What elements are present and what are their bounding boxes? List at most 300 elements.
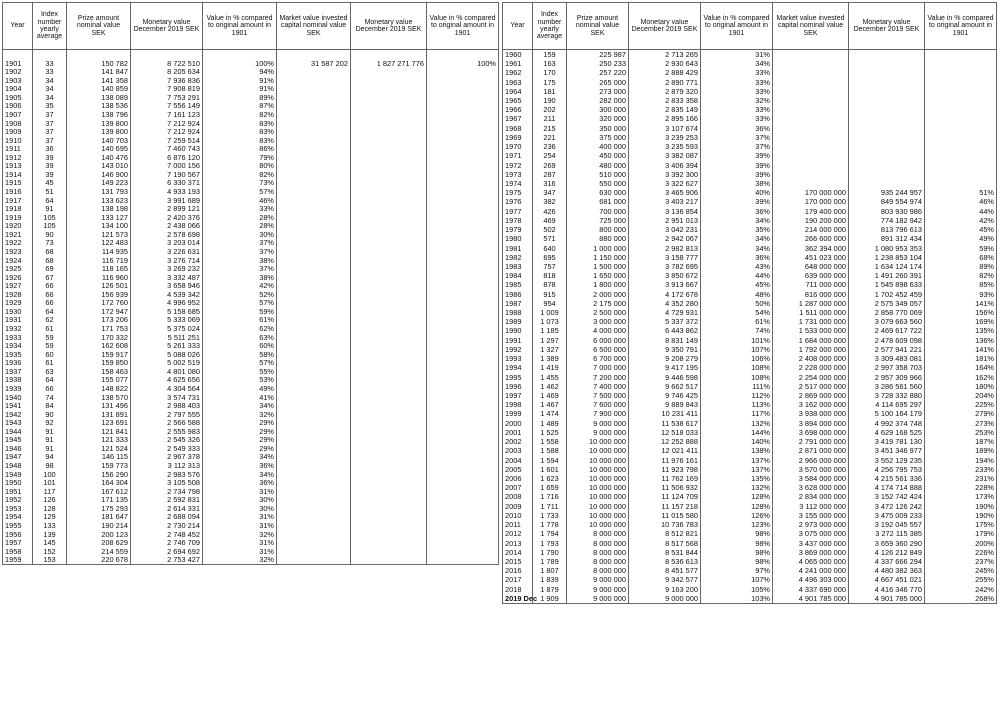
table-cell: 140 476: [67, 153, 131, 162]
table-cell: 816 000 000: [773, 290, 849, 299]
table-cell: [277, 479, 351, 488]
table-cell: 59: [33, 333, 67, 342]
table-cell: 34%: [701, 234, 773, 243]
empty-cell: [3, 50, 33, 60]
table-cell: 194%: [925, 456, 997, 465]
table-cell: 3 112 313: [131, 461, 203, 470]
table-cell: [351, 205, 427, 214]
table-cell: 164%: [925, 363, 997, 372]
table-cell: 891 312 434: [849, 234, 925, 243]
table-cell: [351, 247, 427, 256]
table-cell: 10 000 000: [567, 511, 629, 520]
table-cell: 146 115: [67, 453, 131, 462]
table-cell: [427, 410, 499, 419]
table-cell: 1976: [503, 198, 533, 207]
table-cell: 1940: [3, 393, 33, 402]
table-cell: 1901: [3, 59, 33, 68]
table-cell: 1910: [3, 136, 33, 145]
table-cell: 11 506 932: [629, 483, 701, 492]
table-cell: 68: [33, 256, 67, 265]
table-cell: 101: [33, 479, 67, 488]
table-cell: 39: [33, 153, 67, 162]
table-cell: 138 198: [67, 205, 131, 214]
table-cell: 66: [33, 299, 67, 308]
table-cell: [351, 436, 427, 445]
table-cell: 1927: [3, 282, 33, 291]
table-cell: [773, 96, 849, 105]
table-cell: 57%: [203, 299, 277, 308]
table-cell: 60%: [203, 342, 277, 351]
table-cell: 103%: [701, 594, 773, 604]
column-header: Monetary value December 2019 SEK: [131, 3, 203, 50]
table-cell: 32%: [203, 556, 277, 565]
table-cell: 1979: [503, 225, 533, 234]
table-cell: 82%: [925, 271, 997, 280]
table-cell: 61: [33, 359, 67, 368]
table-cell: 131 793: [67, 187, 131, 196]
table-cell: [277, 170, 351, 179]
table-cell: [427, 453, 499, 462]
table-cell: 83%: [203, 128, 277, 137]
table-cell: [277, 213, 351, 222]
table-cell: 2008: [503, 493, 533, 502]
table-cell: 89%: [203, 93, 277, 102]
table-cell: 1 462: [533, 382, 567, 391]
table-row: [503, 437, 997, 446]
table-cell: 7 212 924: [131, 119, 203, 128]
table-cell: 190 214: [67, 521, 131, 530]
table-cell: 39%: [701, 151, 773, 160]
table-cell: 156%: [925, 308, 997, 317]
table-cell: 231%: [925, 474, 997, 483]
table-cell: [277, 461, 351, 470]
table-cell: [427, 265, 499, 274]
table-cell: [277, 530, 351, 539]
table-row: [503, 400, 997, 409]
table-cell: 1984: [503, 271, 533, 280]
table-cell: 141%: [925, 299, 997, 308]
table-row: [503, 96, 997, 105]
table-row: [3, 461, 499, 470]
table-cell: [925, 124, 997, 133]
table-cell: 1 634 124 174: [849, 262, 925, 271]
table-cell: 141%: [925, 345, 997, 354]
table-cell: 93%: [925, 290, 997, 299]
table-cell: 3 155 000 000: [773, 511, 849, 520]
table-1960-2019: [502, 2, 997, 604]
table-cell: [351, 376, 427, 385]
table-cell: [277, 119, 351, 128]
table-cell: 173%: [925, 493, 997, 502]
table-cell: 1 800 000: [567, 280, 629, 289]
column-header: Year: [503, 3, 533, 50]
table-cell: 2004: [503, 456, 533, 465]
table-cell: 4 901 785 000: [773, 594, 849, 604]
table-cell: 162%: [925, 373, 997, 382]
table-cell: [277, 307, 351, 316]
table-cell: 1954: [3, 513, 33, 522]
table-cell: 171 135: [67, 496, 131, 505]
table-cell: 1951: [3, 487, 33, 496]
table-cell: 2 833 358: [629, 96, 701, 105]
table-cell: 80%: [203, 162, 277, 171]
table-cell: 279%: [925, 410, 997, 419]
table-cell: 42%: [925, 216, 997, 225]
table-cell: 33%: [701, 78, 773, 87]
table-cell: 9 000 000: [567, 585, 629, 594]
table-cell: [427, 384, 499, 393]
table-cell: 774 182 942: [849, 216, 925, 225]
table-cell: 225%: [925, 400, 997, 409]
table-cell: [277, 556, 351, 565]
table-cell: 159: [533, 50, 567, 60]
table-cell: 3 226 631: [131, 247, 203, 256]
table-cell: 800 000: [567, 225, 629, 234]
table-cell: [351, 256, 427, 265]
table-cell: 98%: [701, 548, 773, 557]
table-cell: 87%: [203, 102, 277, 111]
table-cell: 7 259 514: [131, 136, 203, 145]
table-cell: 2014: [503, 548, 533, 557]
table-cell: 62: [33, 316, 67, 325]
table-cell: 140 695: [67, 145, 131, 154]
table-cell: 12 252 888: [629, 437, 701, 446]
table-cell: 228%: [925, 483, 997, 492]
table-cell: 5 375 024: [131, 324, 203, 333]
table-row: [3, 299, 499, 308]
table-cell: 38%: [203, 273, 277, 282]
column-header: Monetary value December 2019 SEK: [351, 3, 427, 50]
table-cell: 2 713 265: [629, 50, 701, 60]
table-cell: 4 337 690 000: [773, 585, 849, 594]
table-cell: 2 942 067: [629, 234, 701, 243]
table-cell: 9 417 195: [629, 363, 701, 372]
table-row: [503, 225, 997, 234]
table-cell: 1 469: [533, 391, 567, 400]
table-cell: 480 000: [567, 161, 629, 170]
table-cell: 33%: [701, 105, 773, 114]
table-cell: 4 667 451 021: [849, 575, 925, 584]
table-cell: 49%: [925, 234, 997, 243]
table-cell: 33: [33, 68, 67, 77]
table-row: [503, 391, 997, 400]
table-cell: 7 000 156: [131, 162, 203, 171]
table-cell: 2005: [503, 465, 533, 474]
table-cell: 140 859: [67, 85, 131, 94]
table-cell: 36%: [701, 253, 773, 262]
table-cell: 878: [533, 280, 567, 289]
table-cell: 3 286 561 560: [849, 382, 925, 391]
column-header: Value in % compared to original amount in 1901: [701, 3, 773, 50]
table-cell: 502: [533, 225, 567, 234]
table-cell: 5 002 519: [131, 359, 203, 368]
table-cell: [351, 196, 427, 205]
table-cell: 41%: [203, 393, 277, 402]
table-cell: [351, 282, 427, 291]
table-cell: 11 538 617: [629, 419, 701, 428]
table-row: [3, 427, 499, 436]
table-cell: 3 475 009 233: [849, 511, 925, 520]
table-row: [503, 151, 997, 160]
table-cell: 1 511 000 000: [773, 308, 849, 317]
table-cell: 138 796: [67, 110, 131, 119]
table-row: [503, 317, 997, 326]
column-header: Monetary value December 2019 SEK: [629, 3, 701, 50]
table-cell: 10 000 000: [567, 483, 629, 492]
table-cell: [427, 282, 499, 291]
table-cell: 255%: [925, 575, 997, 584]
table-cell: [427, 247, 499, 256]
column-header: Index number yearly average: [33, 3, 67, 50]
table-cell: 1960: [503, 50, 533, 60]
table-row: [503, 336, 997, 345]
table-row: [3, 59, 499, 68]
table-cell: 31%: [203, 513, 277, 522]
table-cell: 170 000 000: [773, 198, 849, 207]
table-cell: [925, 78, 997, 87]
table-cell: 34%: [203, 453, 277, 462]
table-cell: 3 403 217: [629, 198, 701, 207]
table-row: [503, 419, 997, 428]
table-cell: 39%: [701, 170, 773, 179]
table-row: [3, 273, 499, 282]
table-cell: [351, 470, 427, 479]
table-cell: [351, 444, 427, 453]
table-cell: [849, 96, 925, 105]
table-cell: 3 322 627: [629, 179, 701, 188]
table-cell: 39%: [701, 161, 773, 170]
table-cell: 1 455: [533, 373, 567, 382]
table-cell: 1931: [3, 316, 33, 325]
table-cell: 64: [33, 307, 67, 316]
table-cell: [277, 342, 351, 351]
table-cell: [277, 239, 351, 248]
table-cell: 300 000: [567, 105, 629, 114]
table-cell: 6 500 000: [567, 345, 629, 354]
table-cell: 273 000: [567, 87, 629, 96]
table-cell: 818: [533, 271, 567, 280]
table-cell: 37%: [203, 247, 277, 256]
table-cell: 36%: [203, 461, 277, 470]
table-cell: 136%: [925, 336, 997, 345]
table-row: [3, 453, 499, 462]
table-cell: [351, 359, 427, 368]
table-cell: 2 982 813: [629, 244, 701, 253]
table-cell: 114 935: [67, 247, 131, 256]
table-cell: 4 352 280: [629, 299, 701, 308]
table-row: [503, 50, 997, 60]
table-cell: [773, 50, 849, 60]
table-cell: [773, 87, 849, 96]
table-cell: [277, 256, 351, 265]
table-cell: 2 555 983: [131, 427, 203, 436]
table-cell: 400 000: [567, 142, 629, 151]
table-cell: 695: [533, 253, 567, 262]
table-cell: 132%: [701, 483, 773, 492]
table-cell: 1 238 853 104: [849, 253, 925, 262]
table-row: [3, 110, 499, 119]
table-row: [503, 188, 997, 197]
table-cell: 3 574 731: [131, 393, 203, 402]
table-cell: [427, 187, 499, 196]
table-row: [503, 465, 997, 474]
table-cell: [351, 410, 427, 419]
table-cell: 137%: [701, 456, 773, 465]
table-cell: 1937: [3, 367, 33, 376]
table-cell: 8 831 149: [629, 336, 701, 345]
table-cell: [427, 162, 499, 171]
table-cell: 10 000 000: [567, 446, 629, 455]
table-cell: 105%: [701, 585, 773, 594]
table-cell: 4 114 695 297: [849, 400, 925, 409]
table-cell: [849, 50, 925, 60]
table-cell: 32%: [701, 96, 773, 105]
table-cell: 2 899 121: [131, 205, 203, 214]
table-row: [503, 280, 997, 289]
table-cell: 2 730 214: [131, 521, 203, 530]
table-row: [3, 213, 499, 222]
table-cell: 5 158 685: [131, 307, 203, 316]
table-cell: [427, 324, 499, 333]
table-row: [503, 216, 997, 225]
column-header: Value in % compared to original amount in 1901: [203, 3, 277, 50]
table-cell: 1945: [3, 436, 33, 445]
table-cell: [277, 393, 351, 402]
table-row: [3, 367, 499, 376]
table-cell: [277, 470, 351, 479]
table-cell: 11 762 169: [629, 474, 701, 483]
table-cell: 1975: [503, 188, 533, 197]
table-row: [3, 93, 499, 102]
table-cell: [427, 547, 499, 556]
table-cell: 9 000 000: [567, 428, 629, 437]
table-cell: 1913: [3, 162, 33, 171]
table-cell: [427, 402, 499, 411]
table-cell: [351, 76, 427, 85]
table-cell: [925, 115, 997, 124]
table-cell: 1902: [3, 68, 33, 77]
table-cell: 159 773: [67, 461, 131, 470]
table-cell: 163: [533, 59, 567, 68]
table-cell: 83%: [203, 136, 277, 145]
table-cell: 2 835 149: [629, 105, 701, 114]
table-cell: 108%: [701, 373, 773, 382]
table-cell: 3 136 854: [629, 207, 701, 216]
table-cell: 3 570 000 000: [773, 465, 849, 474]
table-cell: 162 608: [67, 342, 131, 351]
table-cell: [351, 479, 427, 488]
table-cell: 9 000 000: [567, 594, 629, 604]
table-cell: 1957: [3, 539, 33, 548]
table-cell: 1 793: [533, 539, 567, 548]
table-cell: [427, 230, 499, 239]
table-row: [3, 153, 499, 162]
table-row: [3, 196, 499, 205]
table-cell: [277, 85, 351, 94]
table-row: [3, 487, 499, 496]
table-cell: 9 662 517: [629, 382, 701, 391]
table-cell: 34%: [701, 59, 773, 68]
table-cell: 3 332 487: [131, 273, 203, 282]
table-row: [503, 529, 997, 538]
table-cell: 4 996 952: [131, 299, 203, 308]
table-cell: [277, 102, 351, 111]
table-cell: 35%: [701, 225, 773, 234]
table-cell: 2 420 376: [131, 213, 203, 222]
table-row: [3, 136, 499, 145]
table-cell: [277, 136, 351, 145]
table-cell: 3 162 000 000: [773, 400, 849, 409]
table-cell: 190%: [925, 502, 997, 511]
table-cell: 53%: [203, 376, 277, 385]
table-cell: 1926: [3, 273, 33, 282]
table-cell: [773, 151, 849, 160]
table-cell: 3 913 667: [629, 280, 701, 289]
table-cell: 108%: [701, 363, 773, 372]
table-cell: [925, 170, 997, 179]
header-row: [503, 3, 997, 50]
table-cell: 1915: [3, 179, 33, 188]
table-cell: 1995: [503, 373, 533, 382]
table-cell: 4 801 080: [131, 367, 203, 376]
table-cell: 179 400 000: [773, 207, 849, 216]
table-cell: [427, 128, 499, 137]
table-cell: 3 659 360 290: [849, 539, 925, 548]
table-cell: 190: [533, 96, 567, 105]
table-cell: 1969: [503, 133, 533, 142]
table-cell: 2 888 429: [629, 68, 701, 77]
table-cell: 97%: [701, 566, 773, 575]
table-cell: 254: [533, 151, 567, 160]
table-cell: 268%: [925, 594, 997, 604]
table-cell: [277, 402, 351, 411]
table-cell: [427, 145, 499, 154]
table-cell: 135%: [925, 327, 997, 336]
table-cell: 3 158 777: [629, 253, 701, 262]
table-cell: [351, 119, 427, 128]
table-cell: 8 451 577: [629, 566, 701, 575]
table-cell: 3 382 087: [629, 151, 701, 160]
table-cell: 4 992 374 748: [849, 419, 925, 428]
table-cell: 9 446 598: [629, 373, 701, 382]
table-cell: 64: [33, 196, 67, 205]
table-cell: 2 746 709: [131, 539, 203, 548]
table-cell: 4 215 561 336: [849, 474, 925, 483]
table-cell: 1 702 452 459: [849, 290, 925, 299]
table-cell: 2 517 000 000: [773, 382, 849, 391]
table-cell: 211: [533, 115, 567, 124]
table-cell: [277, 282, 351, 291]
table-cell: 469: [533, 216, 567, 225]
table-cell: 106%: [701, 354, 773, 363]
table-cell: 34%: [701, 244, 773, 253]
table-cell: [351, 513, 427, 522]
table-cell: 6 000 000: [567, 336, 629, 345]
table-cell: 28%: [203, 213, 277, 222]
table-cell: 5 100 164 179: [849, 410, 925, 419]
table-cell: 113%: [701, 400, 773, 409]
table-cell: 128: [33, 504, 67, 513]
table-cell: 91: [33, 436, 67, 445]
table-cell: [773, 133, 849, 142]
table-row: [503, 271, 997, 280]
table-cell: [277, 521, 351, 530]
table-cell: 39: [33, 162, 67, 171]
table-cell: [925, 151, 997, 160]
table-cell: 4 172 678: [629, 290, 701, 299]
table-cell: 170 332: [67, 333, 131, 342]
table-cell: [849, 151, 925, 160]
